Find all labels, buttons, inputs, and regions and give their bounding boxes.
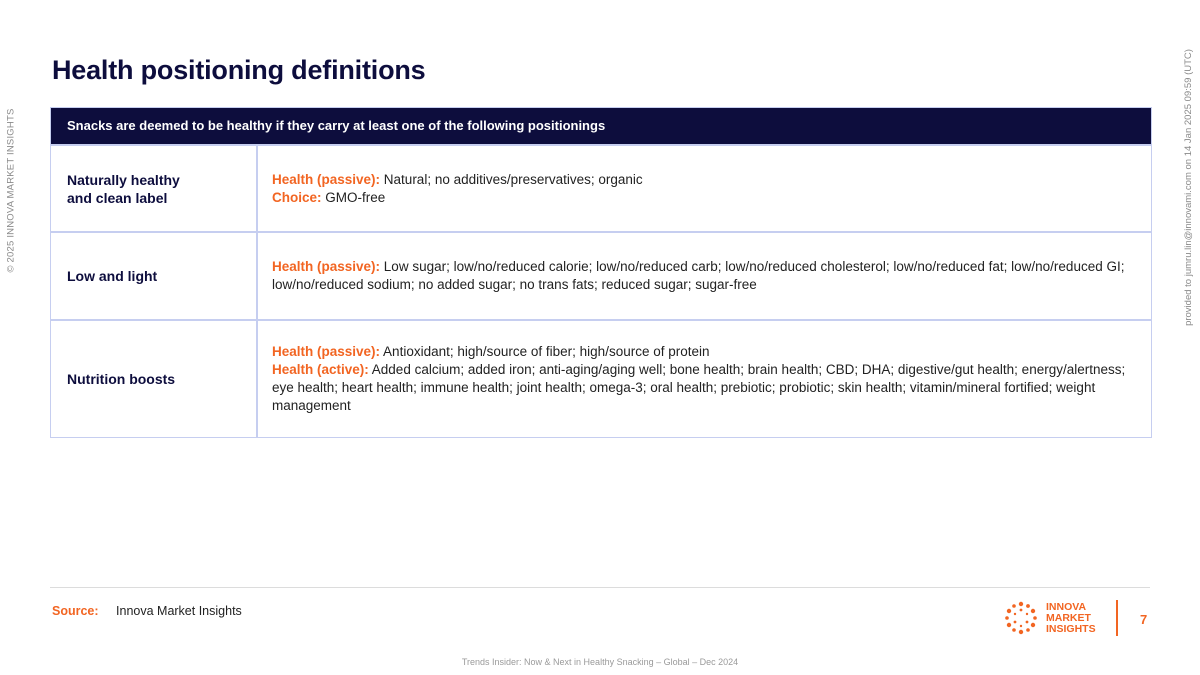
row-label (51, 146, 258, 231)
provided-to-text: provided to jumru.lin@innovami.com on 14 Jan 2025 09:59 (UTC) (1182, 49, 1194, 326)
report-footnote: Trends Insider: Now & Next in Healthy Snacking – Global – Dec 2024 (461, 657, 739, 667)
logo-line: MARKET (1046, 611, 1091, 624)
definition-line (272, 361, 1137, 415)
table-row (51, 319, 1151, 437)
footer-divider (50, 587, 1150, 588)
table-row (51, 144, 1151, 231)
definition-line (272, 171, 1137, 189)
definition-line (272, 343, 1137, 361)
positioning-text: GMO-free (321, 189, 386, 205)
row-label (51, 321, 258, 437)
page-title: Health positioning definitions (52, 55, 426, 85)
innova-logo-icon (1004, 601, 1038, 635)
positioning-text: Antioxidant; high/source of fiber; high/source of protein (380, 344, 710, 359)
source-label: Source: (52, 604, 99, 618)
source-text: Innova Market Insights (116, 604, 242, 618)
positioning-tag: Health (active): (272, 362, 369, 377)
row-label-text: Low and light (67, 268, 158, 284)
row-label-text: Naturally healthy and clean label (67, 171, 180, 206)
positioning-text: Added calcium; added iron; anti-aging/aging well; bone health; brain health; CBD; DHA; digestive/gut health; energy/alertness; eye health; heart health; immune health; joint health; omega-3; oral health; prebiotic; probiotic; skin health; vitamin/mineral fortified; weight management (272, 362, 1126, 413)
definitions-table (50, 107, 1152, 438)
positioning-tag: Health (passive): (272, 171, 381, 187)
logo-separator (1116, 600, 1118, 636)
table-row (51, 231, 1151, 319)
table-header: Snacks are deemed to be healthy if they carry at least one of the following positionings (51, 108, 1151, 144)
provided-to-vertical-text (1176, 0, 1200, 375)
row-definition (258, 146, 1151, 231)
positioning-text: Low sugar; low/no/reduced calorie; low/no/reduced carb; low/no/reduced cholesterol; low/no/reduced fat; low/no/reduced GI; low/no/reduced sodium; no added sugar; no trans fats; reduced sugar; sugar-free (272, 259, 1125, 292)
logo-wordmark (1046, 602, 1096, 635)
row-label (51, 233, 258, 319)
definition-line (272, 189, 1137, 207)
definition-line (272, 258, 1137, 294)
row-definition (258, 321, 1151, 437)
source-note (52, 604, 242, 618)
positioning-tag: Choice: (272, 189, 322, 205)
positioning-tag: Health (passive): (272, 344, 381, 359)
copyright-vertical-text (0, 80, 22, 300)
row-label-text: Nutrition boosts (67, 371, 176, 387)
positioning-tag: Health (passive): (272, 259, 381, 274)
positioning-text: Natural; no additives/preservatives; organic (380, 171, 643, 187)
page-number: 7 (1140, 612, 1148, 627)
logo-line: INNOVA (1046, 600, 1087, 613)
row-definition (258, 233, 1151, 319)
innova-logo (1004, 601, 1096, 635)
copyright-text: © 2025 INNOVA MARKET INSIGHTS (5, 108, 17, 272)
logo-line: INSIGHTS (1046, 622, 1096, 635)
